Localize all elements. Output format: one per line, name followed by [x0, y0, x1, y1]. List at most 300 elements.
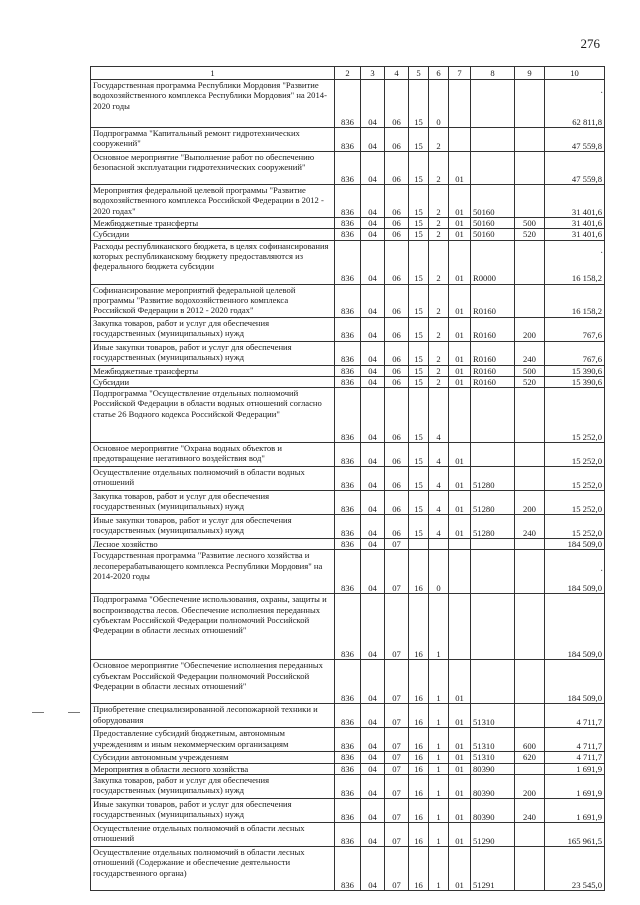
cell-pr: 07 — [385, 704, 409, 728]
cell-activity: 01 — [449, 763, 471, 774]
cell-activity — [449, 128, 471, 152]
cell-subprogram: 2 — [429, 317, 449, 341]
cell-target-code — [471, 594, 515, 660]
cell-subprogram: 2 — [429, 185, 449, 218]
row-name: Приобретение специализированной лесопожарной техники и оборудования — [91, 704, 335, 728]
cell-pr: 06 — [385, 240, 409, 284]
cell-subprogram: 2 — [429, 341, 449, 365]
row-name: Закупка товаров, работ и услуг для обеспечения государственных (муниципальных) нужд — [91, 775, 335, 799]
table-row — [91, 152, 605, 185]
cell-pr: 06 — [385, 128, 409, 152]
cell-expense-type: 200 — [515, 775, 545, 799]
header-cell: 6 — [429, 67, 449, 80]
table-row — [91, 443, 605, 467]
table-row — [91, 491, 605, 515]
row-name: Государственная программа "Развитие лесного хозяйства и лесоперерабатывающего комплекса Республики Мордовия" на 2014-2020 годы — [91, 550, 335, 594]
cell-expense-type: 240 — [515, 799, 545, 823]
scan-mark: · — [600, 88, 604, 99]
table-row — [91, 376, 605, 387]
cell-activity: 01 — [449, 229, 471, 240]
cell-subprogram: 4 — [429, 443, 449, 467]
cell-rz: 04 — [361, 594, 385, 660]
cell-pr: 07 — [385, 752, 409, 763]
cell-amount: 1 691,9 — [545, 763, 605, 774]
cell-target-code: R0160 — [471, 317, 515, 341]
cell-program: 16 — [409, 847, 429, 891]
cell-activity: 01 — [449, 799, 471, 823]
cell-activity: 01 — [449, 341, 471, 365]
cell-program: 15 — [409, 365, 429, 376]
cell-gr: 836 — [335, 704, 361, 728]
cell-pr: 06 — [385, 152, 409, 185]
cell-activity — [449, 388, 471, 443]
cell-rz: 04 — [361, 823, 385, 847]
cell-expense-type — [515, 847, 545, 891]
cell-program: 16 — [409, 550, 429, 594]
cell-activity: 01 — [449, 185, 471, 218]
cell-program: 15 — [409, 317, 429, 341]
cell-target-code: 50160 — [471, 185, 515, 218]
cell-gr: 836 — [335, 550, 361, 594]
cell-pr: 07 — [385, 550, 409, 594]
table-row — [91, 128, 605, 152]
table-row — [91, 240, 605, 284]
table-row — [91, 467, 605, 491]
cell-amount: 165 961,5 — [545, 823, 605, 847]
row-name: Мероприятия в области лесного хозяйства — [91, 763, 335, 774]
cell-gr: 836 — [335, 799, 361, 823]
table-row — [91, 284, 605, 317]
cell-amount: 1 691,9 — [545, 775, 605, 799]
cell-pr: 07 — [385, 660, 409, 704]
cell-activity: 01 — [449, 515, 471, 539]
cell-program: 16 — [409, 752, 429, 763]
cell-pr: 06 — [385, 443, 409, 467]
cell-subprogram: 1 — [429, 847, 449, 891]
cell-expense-type — [515, 467, 545, 491]
cell-activity: 01 — [449, 847, 471, 891]
cell-rz: 04 — [361, 763, 385, 774]
cell-pr: 06 — [385, 467, 409, 491]
cell-program: 15 — [409, 185, 429, 218]
cell-target-code: 51280 — [471, 467, 515, 491]
cell-expense-type: 520 — [515, 376, 545, 387]
cell-expense-type: 620 — [515, 752, 545, 763]
cell-expense-type — [515, 763, 545, 774]
row-name: Межбюджетные трансферты — [91, 218, 335, 229]
cell-amount: 4 711,7 — [545, 704, 605, 728]
cell-amount: 15 390,6 — [545, 365, 605, 376]
table-row — [91, 317, 605, 341]
cell-subprogram — [429, 539, 449, 550]
cell-target-code: 51310 — [471, 704, 515, 728]
cell-pr: 07 — [385, 775, 409, 799]
cell-activity: 01 — [449, 376, 471, 387]
cell-program: 15 — [409, 491, 429, 515]
cell-rz: 04 — [361, 185, 385, 218]
cell-amount: 184 509,0 — [545, 550, 605, 594]
cell-expense-type — [515, 240, 545, 284]
row-name: Основное мероприятие "Выполнение работ по обеспечению безопасной эксплуатации гидротехнических сооружений" — [91, 152, 335, 185]
cell-program — [409, 539, 429, 550]
page-number: 276 — [580, 36, 600, 51]
cell-subprogram: 2 — [429, 240, 449, 284]
cell-expense-type: 240 — [515, 515, 545, 539]
cell-activity: 01 — [449, 317, 471, 341]
cell-target-code: R0160 — [471, 341, 515, 365]
row-name: Осуществление отдельных полномочий в области водных отношений — [91, 467, 335, 491]
row-name: Иные закупки товаров, работ и услуг для обеспечения государственных (муниципальных) нужд — [91, 341, 335, 365]
cell-amount: 47 559,8 — [545, 128, 605, 152]
cell-gr: 836 — [335, 660, 361, 704]
cell-pr: 06 — [385, 229, 409, 240]
table-row — [91, 341, 605, 365]
cell-target-code: 51290 — [471, 823, 515, 847]
cell-rz: 04 — [361, 341, 385, 365]
cell-gr: 836 — [335, 376, 361, 387]
cell-target-code: R0160 — [471, 284, 515, 317]
row-name: Софинансирование мероприятий федеральной целевой программы "Развитие водохозяйственного комплекса Российской Федерации в 2012 - 2020 годах" — [91, 284, 335, 317]
cell-pr: 06 — [385, 388, 409, 443]
cell-gr: 836 — [335, 229, 361, 240]
cell-target-code: 51291 — [471, 847, 515, 891]
cell-expense-type — [515, 388, 545, 443]
cell-amount: 31 401,6 — [545, 218, 605, 229]
table-row — [91, 539, 605, 550]
cell-target-code: 80390 — [471, 763, 515, 774]
header-cell: 4 — [385, 67, 409, 80]
cell-program: 15 — [409, 80, 429, 128]
budget-table-container — [90, 66, 604, 891]
cell-amount: 184 509,0 — [545, 539, 605, 550]
cell-expense-type: 200 — [515, 317, 545, 341]
cell-gr: 836 — [335, 823, 361, 847]
cell-subprogram: 0 — [429, 550, 449, 594]
cell-gr: 836 — [335, 218, 361, 229]
cell-rz: 04 — [361, 704, 385, 728]
row-name: Осуществление отдельных полномочий в области лесных отношений — [91, 823, 335, 847]
cell-amount: 15 252,0 — [545, 388, 605, 443]
cell-program: 15 — [409, 218, 429, 229]
cell-activity: 01 — [449, 443, 471, 467]
header-cell: 10 — [545, 67, 605, 80]
cell-expense-type: 200 — [515, 491, 545, 515]
cell-program: 15 — [409, 128, 429, 152]
cell-gr: 836 — [335, 763, 361, 774]
cell-subprogram: 4 — [429, 515, 449, 539]
cell-pr: 06 — [385, 218, 409, 229]
cell-gr: 836 — [335, 515, 361, 539]
cell-gr: 836 — [335, 80, 361, 128]
cell-activity: 01 — [449, 240, 471, 284]
cell-rz: 04 — [361, 218, 385, 229]
cell-pr: 06 — [385, 365, 409, 376]
cell-pr: 06 — [385, 317, 409, 341]
cell-subprogram: 1 — [429, 763, 449, 774]
cell-activity — [449, 550, 471, 594]
cell-activity: 01 — [449, 775, 471, 799]
cell-target-code: R0160 — [471, 376, 515, 387]
cell-activity: 01 — [449, 704, 471, 728]
cell-gr: 836 — [335, 752, 361, 763]
cell-subprogram: 4 — [429, 388, 449, 443]
cell-gr: 836 — [335, 539, 361, 550]
cell-amount: 4 711,7 — [545, 752, 605, 763]
cell-pr: 07 — [385, 847, 409, 891]
row-name: Расходы республиканского бюджета, в целях софинансирования которых республиканскому бюджету предоставляются из федерального бюджета субсидии — [91, 240, 335, 284]
cell-rz: 04 — [361, 467, 385, 491]
cell-rz: 04 — [361, 443, 385, 467]
cell-gr: 836 — [335, 467, 361, 491]
cell-program: 16 — [409, 660, 429, 704]
cell-program: 16 — [409, 728, 429, 752]
table-row — [91, 185, 605, 218]
table-row — [91, 229, 605, 240]
cell-activity: 01 — [449, 152, 471, 185]
cell-subprogram: 2 — [429, 284, 449, 317]
row-name: Подпрограмма "Осуществление отдельных полномочий Российской Федерации в области водных отношений согласно статье 26 Водного кодекса Российской Федерации" — [91, 388, 335, 443]
cell-target-code — [471, 550, 515, 594]
cell-expense-type: 240 — [515, 341, 545, 365]
cell-activity: 01 — [449, 365, 471, 376]
cell-program: 16 — [409, 799, 429, 823]
scan-mark: · — [600, 248, 604, 259]
cell-subprogram: 2 — [429, 365, 449, 376]
cell-rz: 04 — [361, 240, 385, 284]
cell-expense-type — [515, 443, 545, 467]
cell-subprogram: 1 — [429, 660, 449, 704]
cell-expense-type — [515, 80, 545, 128]
row-name: Субсидии автономным учреждениям — [91, 752, 335, 763]
cell-target-code — [471, 539, 515, 550]
cell-target-code — [471, 660, 515, 704]
cell-gr: 836 — [335, 443, 361, 467]
cell-subprogram: 1 — [429, 775, 449, 799]
cell-program: 15 — [409, 515, 429, 539]
cell-pr: 06 — [385, 515, 409, 539]
cell-expense-type — [515, 550, 545, 594]
cell-activity — [449, 594, 471, 660]
row-name: Иные закупки товаров, работ и услуг для обеспечения государственных (муниципальных) нужд — [91, 515, 335, 539]
cell-target-code — [471, 388, 515, 443]
cell-gr: 836 — [335, 775, 361, 799]
cell-program: 15 — [409, 388, 429, 443]
cell-gr: 836 — [335, 128, 361, 152]
cell-target-code: 51280 — [471, 515, 515, 539]
cell-amount: 31 401,6 — [545, 229, 605, 240]
cell-activity: 01 — [449, 284, 471, 317]
cell-subprogram: 1 — [429, 799, 449, 823]
cell-rz: 04 — [361, 152, 385, 185]
cell-subprogram: 2 — [429, 128, 449, 152]
cell-activity — [449, 539, 471, 550]
cell-rz: 04 — [361, 376, 385, 387]
cell-rz: 04 — [361, 284, 385, 317]
cell-program: 16 — [409, 823, 429, 847]
cell-target-code: 51310 — [471, 728, 515, 752]
table-row — [91, 515, 605, 539]
cell-program: 16 — [409, 704, 429, 728]
cell-gr: 836 — [335, 317, 361, 341]
cell-activity: 01 — [449, 728, 471, 752]
cell-expense-type — [515, 152, 545, 185]
table-row — [91, 388, 605, 443]
cell-expense-type — [515, 284, 545, 317]
cell-program: 15 — [409, 467, 429, 491]
cell-amount: 15 252,0 — [545, 491, 605, 515]
row-name: Субсидии — [91, 376, 335, 387]
budget-table — [90, 66, 605, 891]
cell-gr: 836 — [335, 728, 361, 752]
cell-expense-type: 500 — [515, 365, 545, 376]
cell-activity: 01 — [449, 491, 471, 515]
cell-expense-type: 520 — [515, 229, 545, 240]
cell-gr: 836 — [335, 388, 361, 443]
cell-amount: 767,6 — [545, 341, 605, 365]
cell-activity: 01 — [449, 218, 471, 229]
table-row — [91, 218, 605, 229]
cell-program: 15 — [409, 152, 429, 185]
cell-amount: 1 691,9 — [545, 799, 605, 823]
cell-rz: 04 — [361, 752, 385, 763]
table-row — [91, 847, 605, 891]
cell-target-code: 50160 — [471, 229, 515, 240]
cell-pr: 07 — [385, 728, 409, 752]
cell-amount: 16 158,2 — [545, 240, 605, 284]
cell-pr: 07 — [385, 539, 409, 550]
cell-target-code — [471, 128, 515, 152]
cell-program: 16 — [409, 763, 429, 774]
row-name: Закупка товаров, работ и услуг для обеспечения государственных (муниципальных) нужд — [91, 317, 335, 341]
cell-pr: 07 — [385, 594, 409, 660]
header-cell: 7 — [449, 67, 471, 80]
row-name: Предоставление субсидий бюджетным, автономным учреждениям и иным некоммерческим организациям — [91, 728, 335, 752]
cell-rz: 04 — [361, 775, 385, 799]
cell-amount: 184 509,0 — [545, 660, 605, 704]
cell-pr: 06 — [385, 341, 409, 365]
header-cell: 2 — [335, 67, 361, 80]
cell-expense-type — [515, 128, 545, 152]
cell-gr: 836 — [335, 240, 361, 284]
cell-subprogram: 2 — [429, 218, 449, 229]
cell-program: 15 — [409, 443, 429, 467]
header-cell: 3 — [361, 67, 385, 80]
cell-pr: 06 — [385, 80, 409, 128]
cell-rz: 04 — [361, 491, 385, 515]
row-name: Подпрограмма "Обеспечение использования, охраны, защиты и воспроизводства лесов. Обеспечение исполнения переданных субъектам Российской Федерации полномочий Российской Федерации в области лесных отношений" — [91, 594, 335, 660]
table-row — [91, 704, 605, 728]
table-row — [91, 660, 605, 704]
row-name: Подпрограмма "Капитальный ремонт гидротехнических сооружений" — [91, 128, 335, 152]
row-name: Межбюджетные трансферты — [91, 365, 335, 376]
row-name: Основное мероприятие "Охрана водных объектов и предотвращение негативного воздействия вод" — [91, 443, 335, 467]
table-row — [91, 763, 605, 774]
row-name: Мероприятия федеральной целевой программы "Развитие водохозяйственного комплекса Российской Федерации в 2012 - 2020 годах" — [91, 185, 335, 218]
table-row — [91, 775, 605, 799]
cell-rz: 04 — [361, 550, 385, 594]
header-cell: 5 — [409, 67, 429, 80]
header-cell: 9 — [515, 67, 545, 80]
cell-gr: 836 — [335, 341, 361, 365]
cell-rz: 04 — [361, 317, 385, 341]
header-cell: 1 — [91, 67, 335, 80]
cell-amount: 184 509,0 — [545, 594, 605, 660]
cell-subprogram: 2 — [429, 376, 449, 387]
cell-target-code — [471, 443, 515, 467]
cell-rz: 04 — [361, 539, 385, 550]
table-row — [91, 823, 605, 847]
cell-pr: 06 — [385, 376, 409, 387]
cell-expense-type — [515, 539, 545, 550]
cell-amount: 23 545,0 — [545, 847, 605, 891]
cell-target-code — [471, 80, 515, 128]
cell-rz: 04 — [361, 847, 385, 891]
header-row — [91, 67, 605, 80]
row-name: Субсидии — [91, 229, 335, 240]
cell-activity: 01 — [449, 467, 471, 491]
table-row — [91, 728, 605, 752]
scan-mark — [32, 712, 44, 713]
cell-target-code — [471, 152, 515, 185]
cell-pr: 07 — [385, 799, 409, 823]
cell-amount: 62 811,8 — [545, 80, 605, 128]
cell-expense-type: 500 — [515, 218, 545, 229]
cell-gr: 836 — [335, 284, 361, 317]
cell-gr: 836 — [335, 847, 361, 891]
cell-amount: 15 252,0 — [545, 515, 605, 539]
row-name: Закупка товаров, работ и услуг для обеспечения государственных (муниципальных) нужд — [91, 491, 335, 515]
cell-expense-type: 600 — [515, 728, 545, 752]
cell-rz: 04 — [361, 799, 385, 823]
cell-subprogram: 1 — [429, 594, 449, 660]
cell-program: 16 — [409, 775, 429, 799]
row-name: Лесное хозяйство — [91, 539, 335, 550]
cell-pr: 07 — [385, 823, 409, 847]
cell-expense-type — [515, 185, 545, 218]
row-name: Осуществление отдельных полномочий в области лесных отношений (Содержание и обеспечение деятельности государственного органа) — [91, 847, 335, 891]
cell-gr: 836 — [335, 491, 361, 515]
cell-rz: 04 — [361, 128, 385, 152]
cell-pr: 06 — [385, 284, 409, 317]
cell-activity — [449, 80, 471, 128]
cell-program: 15 — [409, 284, 429, 317]
cell-gr: 836 — [335, 152, 361, 185]
cell-rz: 04 — [361, 388, 385, 443]
cell-activity: 01 — [449, 823, 471, 847]
row-name: Иные закупки товаров, работ и услуг для обеспечения государственных (муниципальных) нужд — [91, 799, 335, 823]
cell-target-code: R0000 — [471, 240, 515, 284]
cell-subprogram: 1 — [429, 823, 449, 847]
table-row — [91, 365, 605, 376]
cell-program: 15 — [409, 376, 429, 387]
cell-subprogram: 4 — [429, 467, 449, 491]
cell-pr: 06 — [385, 491, 409, 515]
table-row — [91, 594, 605, 660]
cell-amount: 16 158,2 — [545, 284, 605, 317]
cell-expense-type — [515, 823, 545, 847]
cell-subprogram: 2 — [429, 152, 449, 185]
cell-target-code: 51280 — [471, 491, 515, 515]
cell-rz: 04 — [361, 660, 385, 704]
cell-amount: 15 252,0 — [545, 443, 605, 467]
cell-rz: 04 — [361, 728, 385, 752]
cell-activity: 01 — [449, 752, 471, 763]
cell-subprogram: 1 — [429, 752, 449, 763]
cell-amount: 767,6 — [545, 317, 605, 341]
cell-gr: 836 — [335, 594, 361, 660]
cell-amount: 15 252,0 — [545, 467, 605, 491]
scan-mark — [68, 712, 80, 713]
